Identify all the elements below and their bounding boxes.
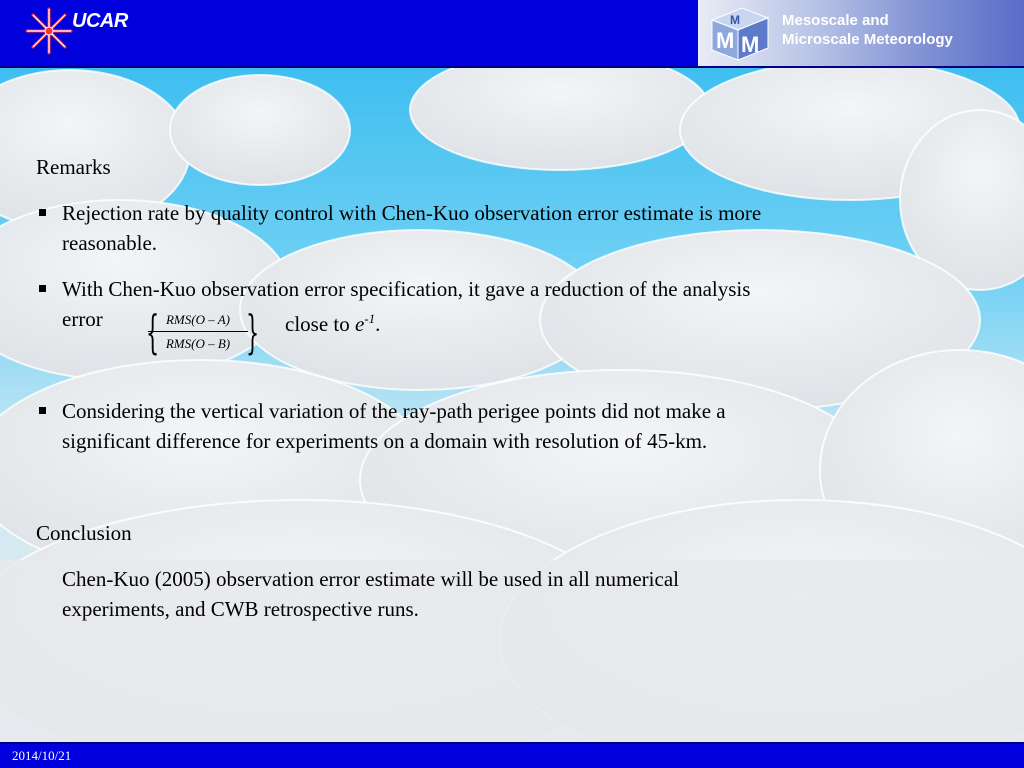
footer-bar <box>0 742 1024 768</box>
remark-3-line-2: significant difference for experiments on a domain with resolution of 45-km. <box>62 429 708 453</box>
remarks-heading: Remarks <box>36 155 111 179</box>
bullet-marker <box>39 209 46 216</box>
exponent: -1 <box>364 311 376 326</box>
footer-date: 2014/10/21 <box>12 748 72 763</box>
rms-ratio-formula <box>140 305 260 359</box>
svg-text:M: M <box>716 28 735 53</box>
left-brace-icon: { <box>146 305 160 359</box>
remark-1-line-2: reasonable. <box>62 231 158 255</box>
bullet-marker <box>39 407 46 414</box>
remark-2-line-1: With Chen-Kuo observation error specification, it gave a reduction of the analysis <box>62 277 751 301</box>
bullet-marker <box>39 285 46 292</box>
conclusion-heading: Conclusion <box>36 521 132 545</box>
conclusion-line-1: Chen-Kuo (2005) observation error estimate will be used in all numerical <box>62 567 679 591</box>
right-brace-icon: } <box>246 305 260 359</box>
rms-fraction <box>146 305 248 359</box>
period: . <box>375 312 381 336</box>
remark-2-error-word: error <box>62 307 103 331</box>
svg-text:M: M <box>741 32 760 57</box>
remark-1-line-1: Rejection rate by quality control with Chen-Kuo observation error estimate is more <box>62 201 762 225</box>
ucar-logo-text: UCAR <box>72 10 128 32</box>
conclusion-line-2: experiments, and CWB retrospective runs. <box>62 597 419 621</box>
division-title-line2: Microscale Meteorology <box>782 31 953 48</box>
svg-text:M: M <box>730 13 740 27</box>
close-to-text: close to <box>285 312 350 336</box>
division-title-line1: Mesoscale and <box>782 12 889 29</box>
remark-3-line-1: Considering the vertical variation of the ray-path perigee points did not make a <box>62 399 726 423</box>
close-to-expression <box>285 304 380 339</box>
e-symbol: e <box>354 312 365 336</box>
formula-numerator: RMS(O – A) <box>148 311 248 332</box>
formula-denominator: RMS(O – B) <box>165 336 231 351</box>
